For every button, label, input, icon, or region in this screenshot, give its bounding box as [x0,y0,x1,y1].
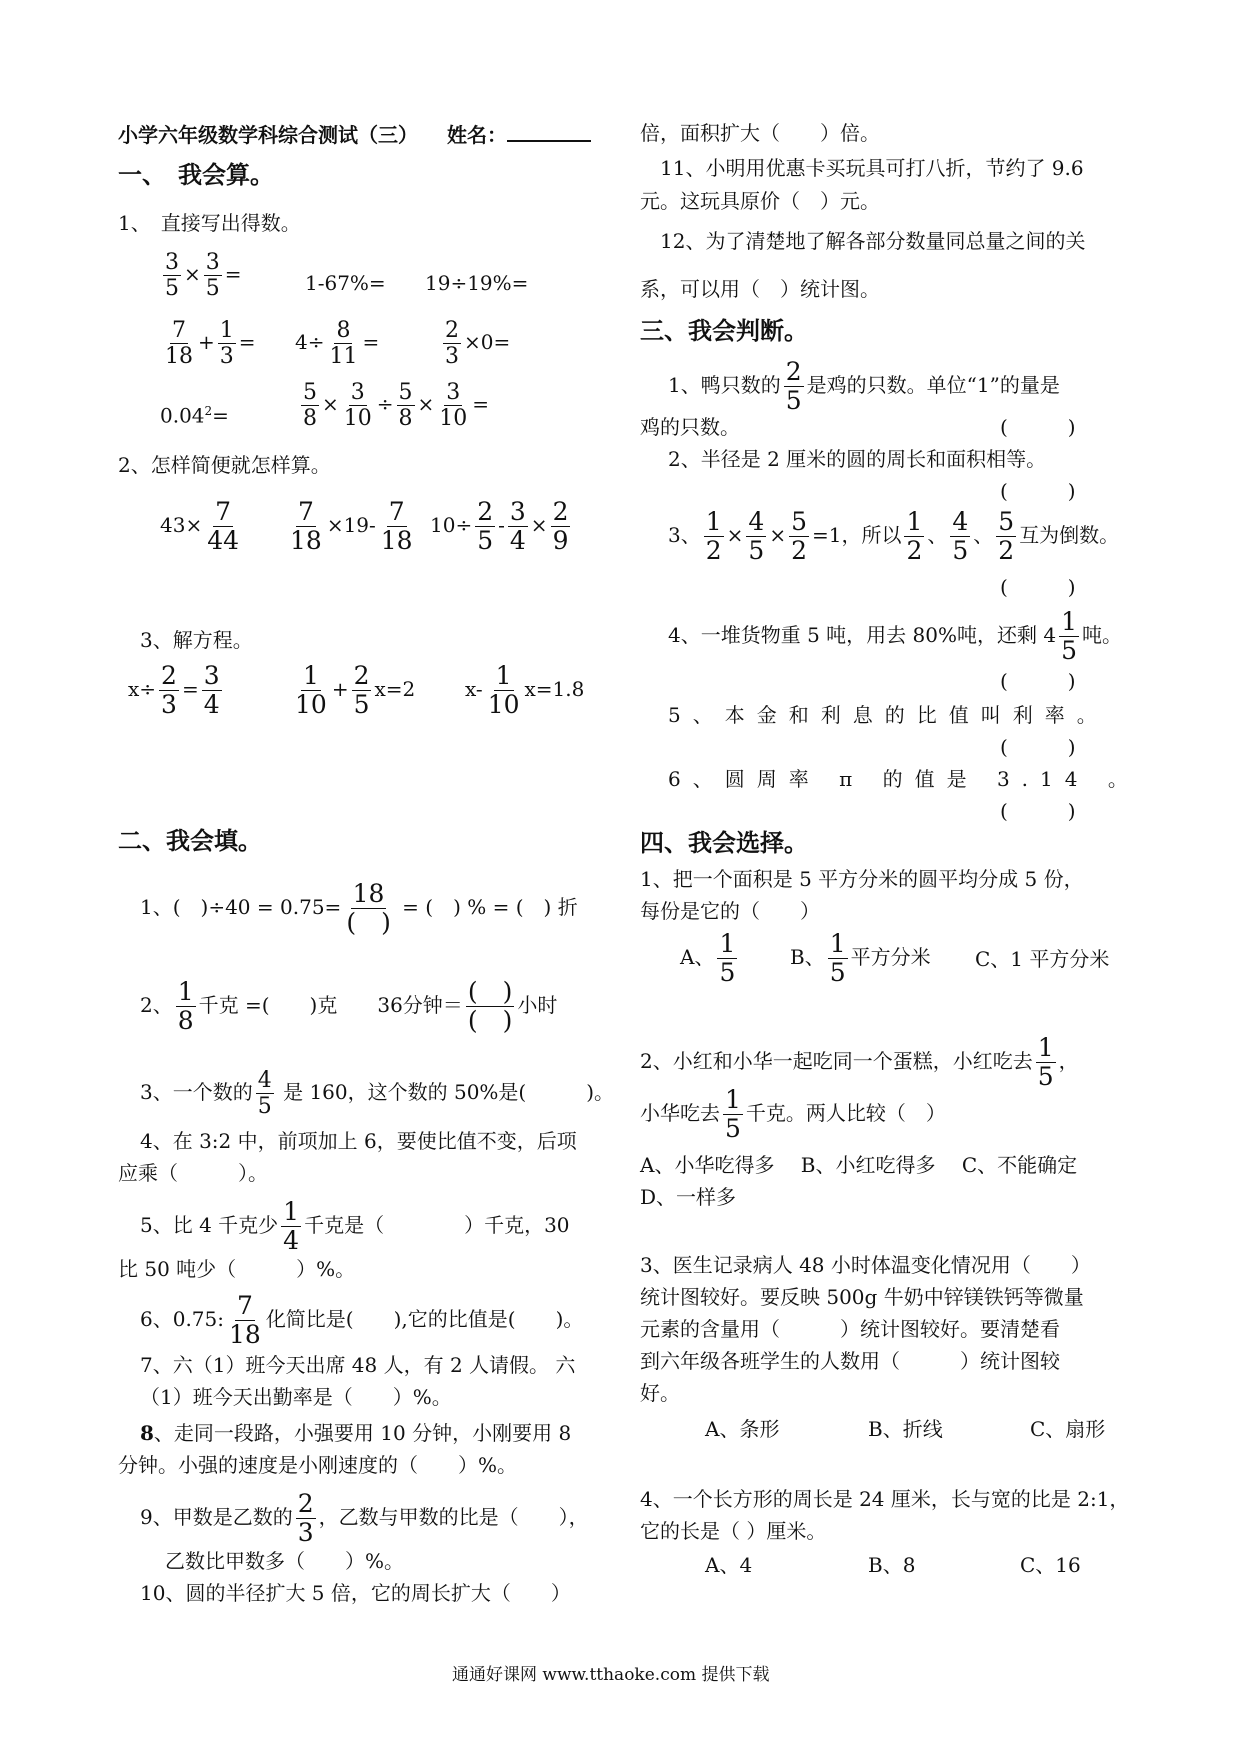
calc-row-1a: $\frac{3}{5}$ × $\frac{3}{5}$ = [165,250,242,301]
choice-q3-option-c[interactable]: C、扇形 [1030,1417,1106,1441]
calc-row-1b: 1-67%= [305,271,386,295]
choice-q4-option-a[interactable]: A、4 [705,1553,753,1577]
judge-q4-paren[interactable]: ( ) [1000,669,1076,693]
calc-row-2a: $\frac{7}{18}$ + $\frac{1}{3}$ = [165,318,256,369]
choice-q1-line2: 每份是它的（ ） [640,899,820,923]
section-heading-3: 三、我会判断。 [640,316,808,345]
choice-q2-option-d[interactable]: D、一样多 [640,1185,737,1209]
fill-q11-line1: 11、小明用优惠卡买玩具可打八折，节约了 9.6 [660,156,1084,180]
calc-row-2b: 4÷ $\frac{8}{11}$ = [295,318,380,369]
judge-q6: 6、圆周率 π 的值是 3.14 。 [668,767,1140,791]
fill-q6: 6、0.75: $\frac{7}{18}$ 化简比是( ),它的比值是( )。 [140,1291,584,1349]
judge-q1-line2: 鸡的只数。 [640,415,740,439]
section-heading-2: 二、我会填。 [118,826,262,855]
calc-row-3b: $\frac{5}{8}$ × $\frac{3}{10}$ ÷ $\frac{5}{8}$ × $\frac{3}{10}$ = [303,380,490,431]
equation-c: x- $\frac{1}{10}$ x=1.8 [465,661,585,719]
fill-q8-line1: 8、走同一段路，小强要用 10 分钟，小刚要用 8 [140,1421,572,1445]
fill-q11-line2: 元。这玩具原价（ ）元。 [640,189,880,213]
fill-q12-line1: 12、为了清楚地了解各部分数量同总量之间的关 [660,229,1086,253]
fill-q2: 2、 $\frac{1}{8}$ 千克 =( )克 36分钟＝ $\frac{( )}{( )}$ 小时 [140,977,558,1035]
choice-q3-option-b[interactable]: B、折线 [868,1417,943,1441]
fill-q1: 1、( )÷40 = 0.75= $\frac{18}{( )}$ = ( ) % = ( ) 折 [140,879,578,937]
choice-q1-option-a[interactable]: A、 $\frac{1}{5}$ [680,929,736,987]
choice-q1-option-b[interactable]: B、 $\frac{1}{5}$ 平方分米 [790,929,931,987]
name-blank[interactable] [507,120,591,142]
section-heading-1: 一、 我会算。 [118,160,274,189]
judge-q6-paren[interactable]: ( ) [1000,799,1076,823]
fill-q3: 3、一个数的 $\frac{4}{5}$ 是 160，这个数的 50%是( )。 [140,1068,615,1119]
q3-label: 3、解方程。 [140,628,253,652]
equation-a: x÷ $\frac{2}{3}$ = $\frac{3}{4}$ [128,661,220,719]
judge-q4: 4、一堆货物重 5 吨，用去 80%吨，还剩 4 $\frac{1}{5}$ 吨。 [668,607,1122,665]
simplify-b: $\frac{7}{18}$ ×19- $\frac{7}{18}$ [290,497,413,555]
q2-label: 2、怎样简便就怎样算。 [118,453,331,477]
choice-q3-line4: 到六年级各班学生的人数用（ ）统计图较 [640,1349,1060,1373]
judge-q1-paren[interactable]: ( ) [1000,415,1076,439]
choice-q2-line2: 小华吃去 $\frac{1}{5}$ 千克。两人比较（ ） [640,1085,946,1143]
choice-q4-line1: 4、一个长方形的周长是 24 厘米，长与宽的比是 2:1， [640,1487,1130,1511]
fill-q12-line2: 系，可以用（ ）统计图。 [640,277,880,301]
simplify-c: 10÷ $\frac{2}{5}$ - $\frac{3}{4}$ × $\frac{2}{9}$ [430,497,569,555]
fill-q7-line2: （1）班今天出勤率是（ ）%。 [140,1385,452,1409]
fill-q5: 5、比 4 千克少 $\frac{1}{4}$ 千克是（ ）千克，30 [140,1197,570,1255]
judge-q5: 5、本金和利息的比值叫利率。 [668,703,1109,727]
judge-q1: 1、鸭只数的 $\frac{2}{5}$ 是鸡的只数。单位“1”的量是 [668,357,1060,415]
choice-q2-line1: 2、小红和小华一起吃同一个蛋糕，小红吃去 $\frac{1}{5}$ ， [640,1033,1079,1091]
fill-q8-line2: 分钟。小强的速度是小刚速度的（ ）%。 [118,1453,518,1477]
fill-q9: 9、甲数是乙数的 $\frac{2}{3}$ ，乙数与甲数的比是（ ）， [140,1489,589,1547]
choice-q1-line1: 1、把一个面积是 5 平方分米的圆平均分成 5 份， [640,867,1084,891]
equation-b: $\frac{1}{10}$ + $\frac{2}{5}$ x=2 [295,661,416,719]
calc-row-3a: $0.04^2=$ [160,403,229,428]
section-heading-4: 四、我会选择。 [640,828,808,857]
choice-q3-option-a[interactable]: A、条形 [705,1417,780,1441]
choice-q2-options[interactable]: A、小华吃得多 B、小红吃得多 C、不能确定 [640,1153,1078,1177]
title-text: 小学六年级数学科综合测试（三） [118,123,418,147]
judge-q3: 3、 $\frac{1}{2}$ × $\frac{4}{5}$ × $\frac{5}{2}$ =1，所以 $\frac{1}{2}$ 、 $\frac{4}{5}$ 、 $\frac{5}{2}$ 互为倒数。 [668,507,1120,565]
calc-row-1c: 19÷19%= [425,271,529,295]
footer-source: 通通好课网 www.tthaoke.com 提供下载 [452,1665,770,1685]
page-title [118,120,591,148]
simplify-a: 43× $\frac{7}{44}$ [160,497,240,555]
fill-q4-line1: 4、在 3:2 中，前项加上 6，要使比值不变，后项 [140,1129,577,1153]
choice-q4-line2: 它的长是（ ）厘米。 [640,1519,827,1543]
calc-row-2c: $\frac{2}{3}$ ×0= [445,318,511,369]
choice-q4-option-b[interactable]: B、8 [868,1553,916,1577]
q1-label: 1、 直接写出得数。 [118,211,301,235]
judge-q2-paren[interactable]: ( ) [1000,479,1076,503]
choice-q1-option-c[interactable]: C、1 平方分米 [975,947,1110,971]
fill-q10: 10、圆的半径扩大 5 倍，它的周长扩大（ ） [140,1581,571,1605]
fill-q10-cont: 倍，面积扩大（ ）倍。 [640,121,880,145]
judge-q2: 2、半径是 2 厘米的圆的周长和面积相等。 [668,447,1047,471]
judge-q3-paren[interactable]: ( ) [1000,575,1076,599]
choice-q3-line5: 好。 [640,1381,680,1405]
fill-q9-line2: 乙数比甲数多（ ）%。 [165,1549,405,1573]
choice-q4-option-c[interactable]: C、16 [1020,1553,1081,1577]
fill-q4-line2: 应乘（ ）。 [118,1161,268,1185]
fill-q7-line1: 7、六（1）班今天出席 48 人，有 2 人请假。 六 [140,1353,576,1377]
name-label: 姓名： [446,123,507,147]
judge-q5-paren[interactable]: ( ) [1000,735,1076,759]
choice-q3-line3: 元素的含量用（ ）统计图较好。要清楚看 [640,1317,1060,1341]
choice-q3-line1: 3、医生记录病人 48 小时体温变化情况用（ ） [640,1253,1091,1277]
fill-q5-line2: 比 50 吨少（ ）%。 [118,1257,356,1281]
choice-q3-line2: 统计图较好。要反映 500g 牛奶中锌镁铁钙等微量 [640,1285,1084,1309]
